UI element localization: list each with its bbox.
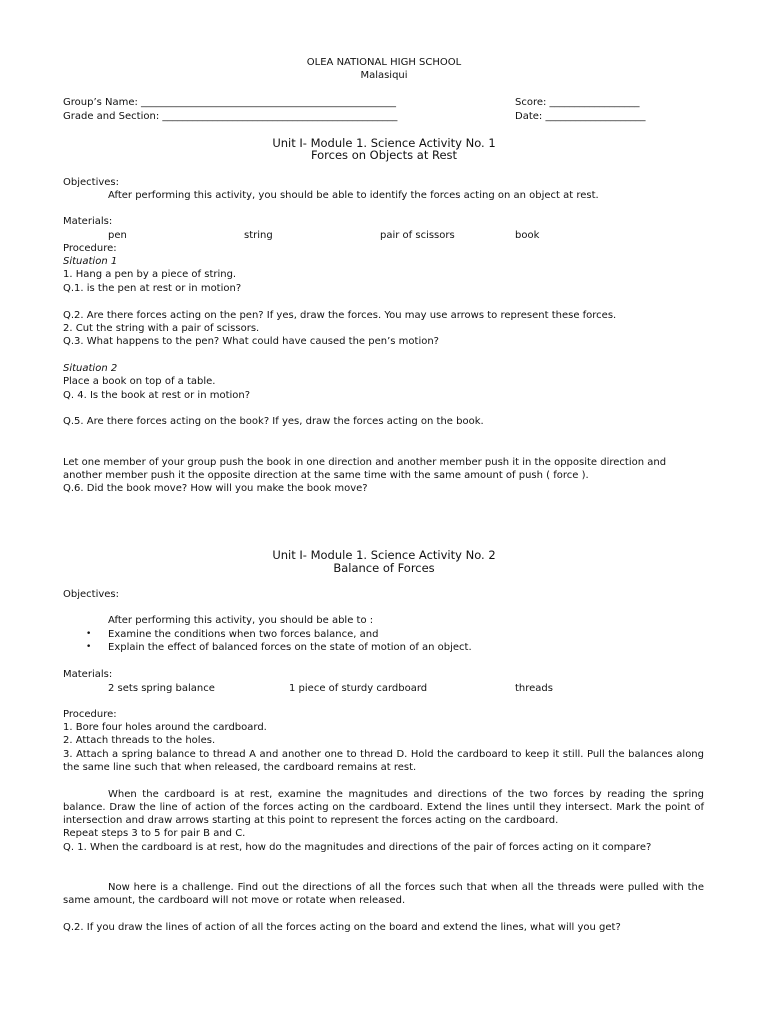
- activity1-subtitle: Forces on Objects at Rest: [310, 148, 458, 162]
- procedure-line: Let one member of your group push the book in one direction and another member push it in the opposite direction and: [63, 457, 667, 468]
- grade-section-field: Grade and Section: _______________________________________________: [63, 111, 398, 122]
- procedure-line: 1. Hang a pen by a piece of string.: [63, 269, 237, 280]
- bullet-icon: •: [86, 642, 92, 652]
- objective-bullet: Explain the effect of balanced forces on the state of motion of an object.: [108, 642, 472, 653]
- question-line: Q.1. is the pen at rest or in motion?: [63, 283, 242, 294]
- question-line: Q.6. Did the book move? How will you make the book move?: [63, 483, 368, 494]
- procedure-line: 2. Cut the string with a pair of scissors.: [63, 323, 260, 334]
- instruction-line: intersection and draw arrows starting at this point to represent the forces acting on the cardboard.: [63, 815, 559, 826]
- situation2-heading: Situation 2: [63, 363, 118, 374]
- procedure-step: 3. Attach a spring balance to thread A and another one to thread D. Hold the cardboard to keep it still. Pull the balances along: [63, 749, 704, 760]
- objective-bullet: Examine the conditions when two forces balance, and: [108, 629, 379, 640]
- school-name: OLEA NATIONAL HIGH SCHOOL: [306, 57, 462, 68]
- challenge-line: Now here is a challenge. Find out the directions of all the forces such that when all the threads were pulled with the: [108, 882, 704, 893]
- activity1-procedure-label: Procedure:: [63, 243, 117, 254]
- material-item: pen: [108, 230, 127, 241]
- instruction-line: Repeat steps 3 to 5 for pair B and C.: [63, 828, 246, 839]
- date-field: Date: ____________________: [515, 111, 646, 122]
- activity2-procedure-label: Procedure:: [63, 709, 117, 720]
- instruction-line: balance. Draw the line of action of the forces acting on the cardboard. Extend the lines until they intersect. Mark the point of: [63, 802, 704, 813]
- activity1-objective: After performing this activity, you should be able to identify the forces acting on an object at rest.: [108, 190, 599, 201]
- activity2-objectives-label: Objectives:: [63, 589, 119, 600]
- score-field: Score: __________________: [515, 97, 640, 108]
- procedure-line: Place a book on top of a table.: [63, 376, 216, 387]
- activity1-objectives-label: Objectives:: [63, 177, 119, 188]
- group-name-field: Group’s Name: ___________________________________________________: [63, 97, 397, 108]
- procedure-step: 1. Bore four holes around the cardboard.: [63, 722, 267, 733]
- bullet-icon: •: [86, 629, 92, 639]
- material-item: 1 piece of sturdy cardboard: [289, 683, 428, 694]
- procedure-step: 2. Attach threads to the holes.: [63, 735, 216, 746]
- question-line: Q.2. If you draw the lines of action of all the forces acting on the board and extend the lines, what will you get?: [63, 922, 621, 933]
- procedure-line: another member push it the opposite direction at the same time with the same amount of push ( force ).: [63, 470, 589, 481]
- material-item: string: [244, 230, 273, 241]
- procedure-step: the same line such that when released, the cardboard remains at rest.: [63, 762, 417, 773]
- activity2-materials-label: Materials:: [63, 669, 113, 680]
- instruction-line: When the cardboard is at rest, examine the magnitudes and directions of the two forces by reading the spring: [108, 789, 704, 800]
- question-line: Q.5. Are there forces acting on the book? If yes, draw the forces acting on the book.: [63, 416, 484, 427]
- material-item: pair of scissors: [380, 230, 455, 241]
- question-line: Q. 1. When the cardboard is at rest, how do the magnitudes and directions of the pair of forces acting on it compare?: [63, 842, 652, 853]
- activity2-objective-intro: After performing this activity, you should be able to :: [108, 615, 374, 626]
- question-line: Q.2. Are there forces acting on the pen? If yes, draw the forces. You may use arrows to represent these forces.: [63, 310, 617, 321]
- situation1-heading: Situation 1: [63, 256, 118, 267]
- material-item: book: [515, 230, 540, 241]
- activity1-title: Unit I- Module 1. Science Activity No. 1: [272, 136, 496, 150]
- question-line: Q.3. What happens to the pen? What could have caused the pen’s motion?: [63, 336, 439, 347]
- material-item: threads: [515, 683, 553, 694]
- material-item: 2 sets spring balance: [108, 683, 215, 694]
- school-town: Malasiqui: [360, 70, 408, 81]
- challenge-line: same amount, the cardboard will not move or rotate when released.: [63, 895, 406, 906]
- activity2-title: Unit I- Module 1. Science Activity No. 2: [272, 548, 496, 562]
- activity2-subtitle: Balance of Forces: [333, 561, 435, 575]
- activity1-materials-label: Materials:: [63, 216, 113, 227]
- question-line: Q. 4. Is the book at rest or in motion?: [63, 390, 251, 401]
